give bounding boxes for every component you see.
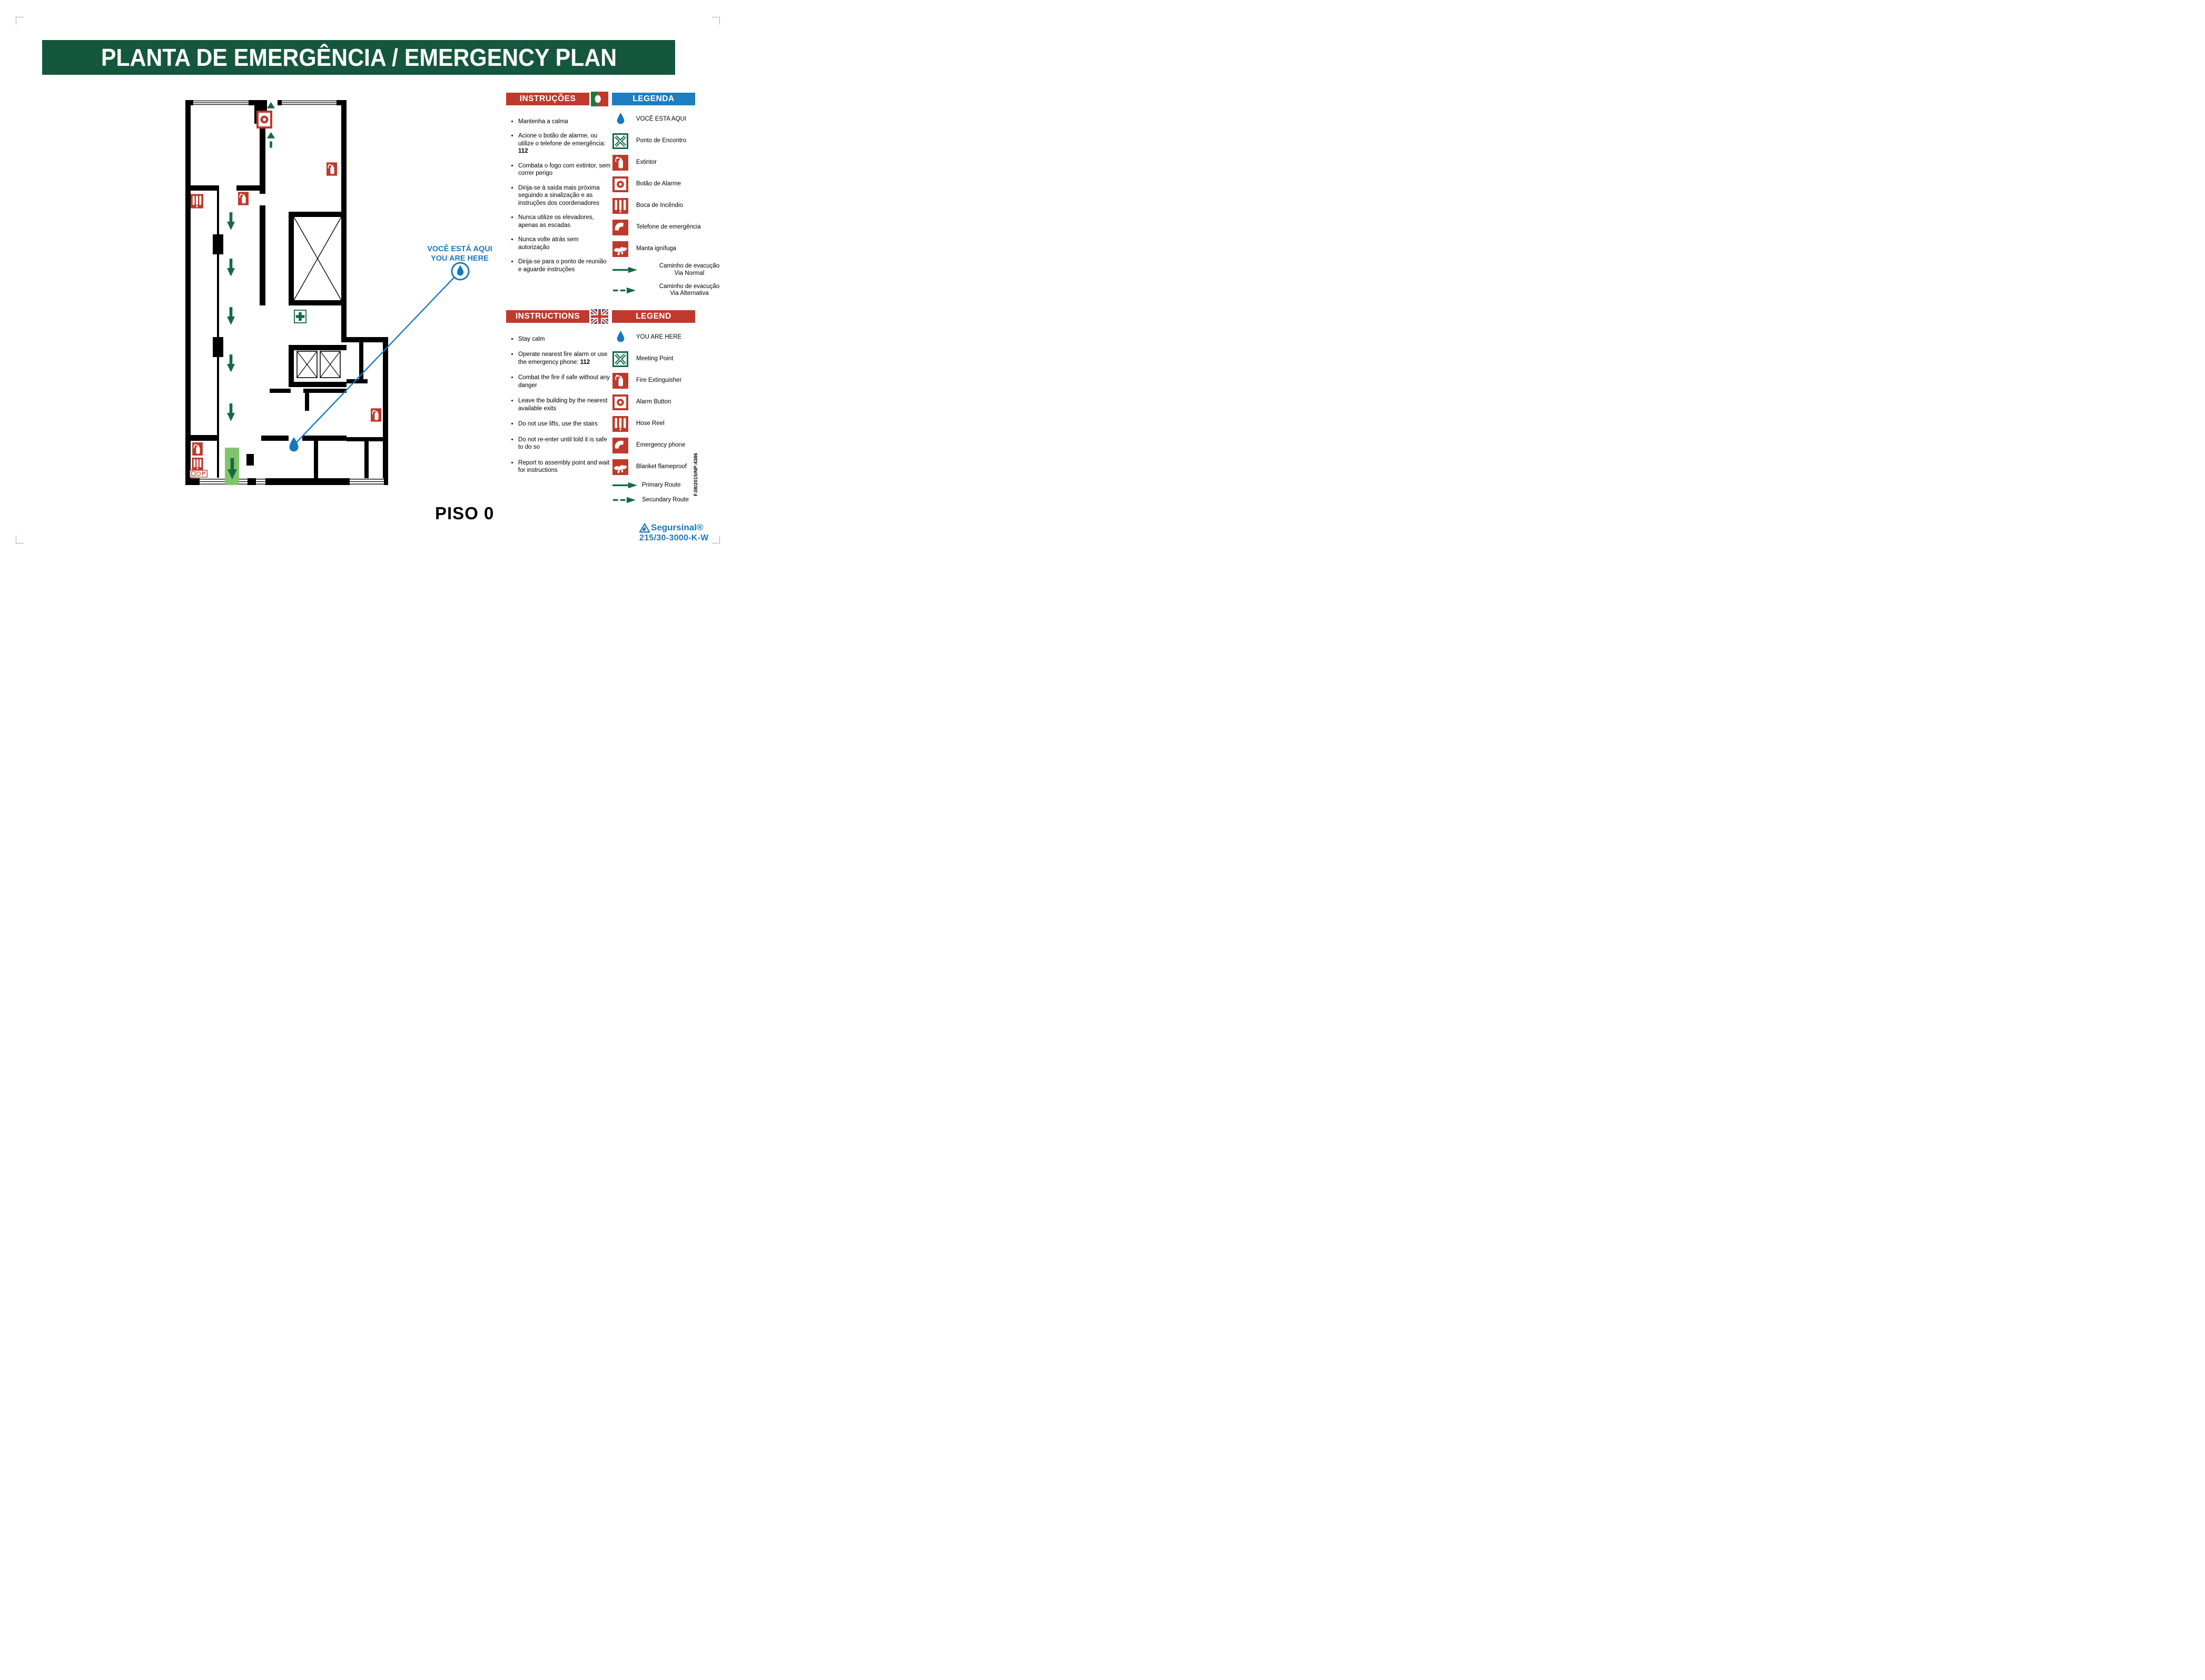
- fire-blanket-icon: [612, 241, 628, 257]
- brand-logo: [639, 522, 703, 533]
- route-arrow-down: [227, 259, 235, 276]
- you-are-here-drop-icon: [612, 112, 628, 127]
- hose-reel-icon: [612, 416, 628, 432]
- legend-item: [612, 330, 735, 345]
- instruction-item: • Combata o fogo com extintor, sem correr perigo: [518, 162, 611, 177]
- route-arrow-down: [227, 403, 235, 421]
- legend-item-label: Secundary Route: [642, 496, 689, 503]
- legend-item-label: Caminho de evacução Via Alternativa: [659, 283, 720, 297]
- primary-route-arrow-icon: [612, 265, 638, 274]
- en-instructions-header: INSTRUCTIONS: [506, 310, 589, 323]
- instruction-item: • Dirija-se para o ponto de reunião e aguarde instruções: [518, 258, 611, 273]
- legend-item-label: Blanket flameproof: [636, 463, 687, 470]
- first-aid-icon: [294, 310, 306, 323]
- legend-item: [612, 373, 735, 389]
- legend-item-label: Primary Route: [642, 481, 681, 488]
- legend-item: [612, 112, 735, 127]
- legend-item-label: Emergency phone: [636, 442, 686, 449]
- legend-item: [612, 263, 735, 278]
- legend-item: [612, 241, 735, 257]
- legend-item-label: Ponto de Encontro: [636, 137, 687, 144]
- secondary-route-arrow-icon: [612, 496, 638, 505]
- hose-reel-icon: [191, 194, 203, 208]
- you-are-here-marker: [289, 437, 298, 451]
- fire-extinguisher-icon: [192, 442, 203, 456]
- en-instructions-list: [509, 335, 611, 482]
- legend-item-label: Meeting Point: [636, 355, 674, 362]
- primary-route-arrow-icon: [612, 481, 638, 490]
- instruction-item: • Stay calm: [518, 335, 611, 343]
- uk-flag-icon: [591, 309, 608, 324]
- instruction-item: • Nunca volte atrás sem autorização: [518, 236, 611, 251]
- route-arrows: [227, 102, 275, 421]
- instruction-item: • Combat the fire if safe without any danger: [518, 374, 611, 389]
- alarm-button-icon: [612, 176, 628, 192]
- emergency-phone-icon: [612, 438, 628, 453]
- secondary-route-arrow-icon: [612, 286, 638, 295]
- legend-item: [612, 459, 735, 475]
- en-legend-header: LEGEND: [612, 310, 695, 323]
- legend-item-label: YOU ARE HERE: [636, 334, 682, 341]
- legend-item-label: Botão de Alarme: [636, 181, 681, 187]
- legend-item: [612, 481, 735, 490]
- legend-item-label: Alarm Button: [636, 399, 671, 406]
- en-legend-list: [612, 330, 735, 510]
- legend-item-label: Extintor: [636, 159, 657, 166]
- route-arrow-down: [227, 212, 235, 230]
- you-are-here-drop-icon: [612, 330, 628, 345]
- instruction-item: • Report to assembly point and wait for instructions: [518, 459, 611, 475]
- legend-item: [612, 394, 735, 410]
- legend-item-label: Fire Extinguisher: [636, 377, 682, 384]
- pt-legend-header: LEGENDA: [612, 93, 695, 105]
- instruction-item: • Nunca utilize os elevadores, apenas as escadas: [518, 214, 611, 229]
- instruction-item: • Do not re-enter until told it is safe to do so: [518, 436, 611, 451]
- legend-item: [612, 220, 735, 235]
- legend-item-label: Manta ignífuga: [636, 245, 677, 252]
- floor-plan: [185, 100, 500, 490]
- crop-mark: [16, 536, 24, 543]
- fire-extinguisher-icon: [612, 155, 628, 171]
- fire-extinguisher-icon: [371, 408, 381, 421]
- alarm-button-icon: [258, 112, 271, 127]
- instruction-item: • Mantenha a calma: [518, 118, 611, 125]
- route-arrow-up-dashed: [267, 132, 275, 148]
- fire-blanket-icon: [612, 459, 628, 475]
- legend-item-label: VOCÊ ESTA AQUI: [636, 116, 687, 123]
- legend-item: [612, 176, 735, 192]
- legend-item: [612, 351, 735, 367]
- callout-line2: YOU ARE HERE: [431, 254, 489, 263]
- route-arrow-down: [227, 307, 235, 325]
- meeting-point-icon: [612, 133, 628, 149]
- emergency-phone-icon: [612, 220, 628, 235]
- pt-legend-list: [612, 112, 735, 303]
- crop-mark: [712, 536, 720, 543]
- document-reference: F.08/2015/NP:4386: [693, 453, 699, 496]
- page-title: PLANTA DE EMERGÊNCIA / EMERGENCY PLAN: [42, 40, 675, 75]
- legend-item-label: Boca de Incêndio: [636, 202, 683, 209]
- legend-item: [612, 416, 735, 432]
- instruction-item: • Operate nearest fire alarm or use the emergency phone: 112: [518, 351, 611, 366]
- instruction-item: • Acione o botão de alarme, ou utilize o telefone de emergência: 112: [518, 132, 611, 155]
- legend-item: [612, 133, 735, 149]
- legend-item-label: Caminho de evacução Via Normal: [659, 263, 720, 276]
- elevators: [297, 351, 340, 378]
- hose-reel-icon: [612, 198, 628, 214]
- exit-band: [225, 448, 239, 485]
- pt-instructions-list: [509, 118, 611, 280]
- alarm-button-icon: [612, 394, 628, 410]
- brand-name: Segursinal®: [651, 522, 704, 532]
- instruction-item: • Do not use lifts, use the stairs: [518, 420, 611, 428]
- floor-label: PISO 0: [435, 503, 495, 523]
- hose-reel-icon: [192, 458, 203, 470]
- brand-model: 215/30-3000-K-W: [639, 533, 709, 542]
- legend-item: [612, 496, 735, 505]
- legend-item-label: Telefone de emergência: [636, 224, 701, 231]
- meeting-point-icon: [612, 351, 628, 367]
- fire-extinguisher-icon: [327, 162, 337, 175]
- crop-mark: [16, 17, 24, 25]
- legend-item: [612, 155, 735, 171]
- pt-instructions-header: INSTRUÇÕES: [506, 93, 589, 105]
- signage-panel-icon: [190, 470, 207, 477]
- legend-item: [612, 198, 735, 214]
- portugal-flag-icon: [591, 92, 608, 106]
- walls: [185, 100, 388, 485]
- legend-item-label: Hose Reel: [636, 420, 665, 427]
- fire-extinguisher-icon: [612, 373, 628, 389]
- callout-line1: VOCÊ ESTÁ AQUI: [427, 245, 492, 253]
- crop-mark: [712, 17, 720, 25]
- fire-extinguisher-icon: [238, 192, 249, 205]
- legend-item: [612, 438, 735, 453]
- emergency-plan-page: [0, 0, 735, 560]
- instruction-item: • Leave the building by the nearest available exits: [518, 397, 611, 412]
- stairwell: [294, 217, 341, 300]
- route-arrow-down: [227, 354, 235, 372]
- brand-flame-icon: [639, 523, 650, 533]
- legend-item: [612, 283, 735, 298]
- instruction-item: • Dirija-se à saìda mais próxima seguindo a sinalização e as instruções dos coordenadores: [518, 184, 611, 207]
